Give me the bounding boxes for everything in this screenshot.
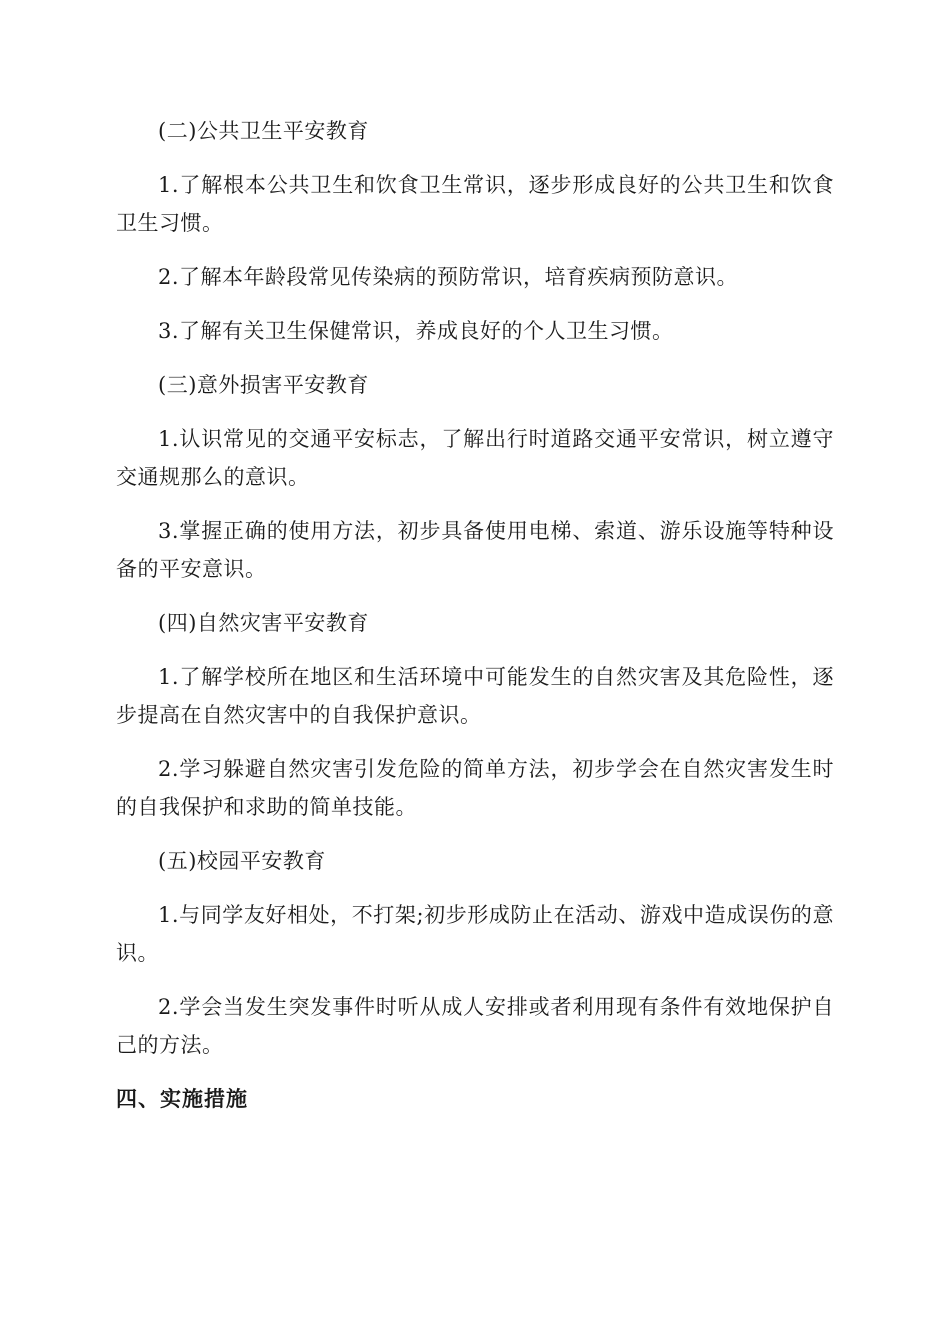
document-page [116,112,834,1118]
paragraph-accident-1: 1.认识常见的交通平安标志，了解出行时道路交通平安常识，树立遵守交通规那么的意识。 [116,427,834,489]
paragraph-public-health-1: 1.了解根本公共卫生和饮食卫生常识，逐步形成良好的公共卫生和饮食卫生习惯。 [116,173,834,235]
section-title-campus: (五)校园平安教育 [158,849,326,873]
section-title-accident: (三)意外损害平安教育 [158,373,369,397]
paragraph-accident-3: 3.掌握正确的使用方法，初步具备使用电梯、索道、游乐设施等特种设备的平安意识。 [116,519,834,581]
paragraph-public-health-2: 2.了解本年龄段常见传染病的预防常识，培育疾病预防意识。 [158,265,739,289]
paragraph-campus-2: 2.学会当发生突发事件时听从成人安排或者利用现有条件有效地保护自己的方法。 [116,995,834,1057]
section-title-natural-disaster: (四)自然灾害平安教育 [158,611,369,635]
section-title-public-health: (二)公共卫生平安教育 [158,119,369,143]
paragraph-natural-disaster-2: 2.学习躲避自然灾害引发危险的简单方法，初步学会在自然灾害发生时的自我保护和求助的简单技能。 [116,757,834,819]
paragraph-natural-disaster-1: 1.了解学校所在地区和生活环境中可能发生的自然灾害及其危险性，逐步提高在自然灾害中的自我保护意识。 [116,665,834,727]
paragraph-campus-1: 1.与同学友好相处，不打架;初步形成防止在活动、游戏中造成误伤的意识。 [116,903,834,965]
paragraph-public-health-3: 3.了解有关卫生保健常识，养成良好的个人卫生习惯。 [158,319,674,343]
section-heading-measures: 四、实施措施 [116,1087,248,1111]
